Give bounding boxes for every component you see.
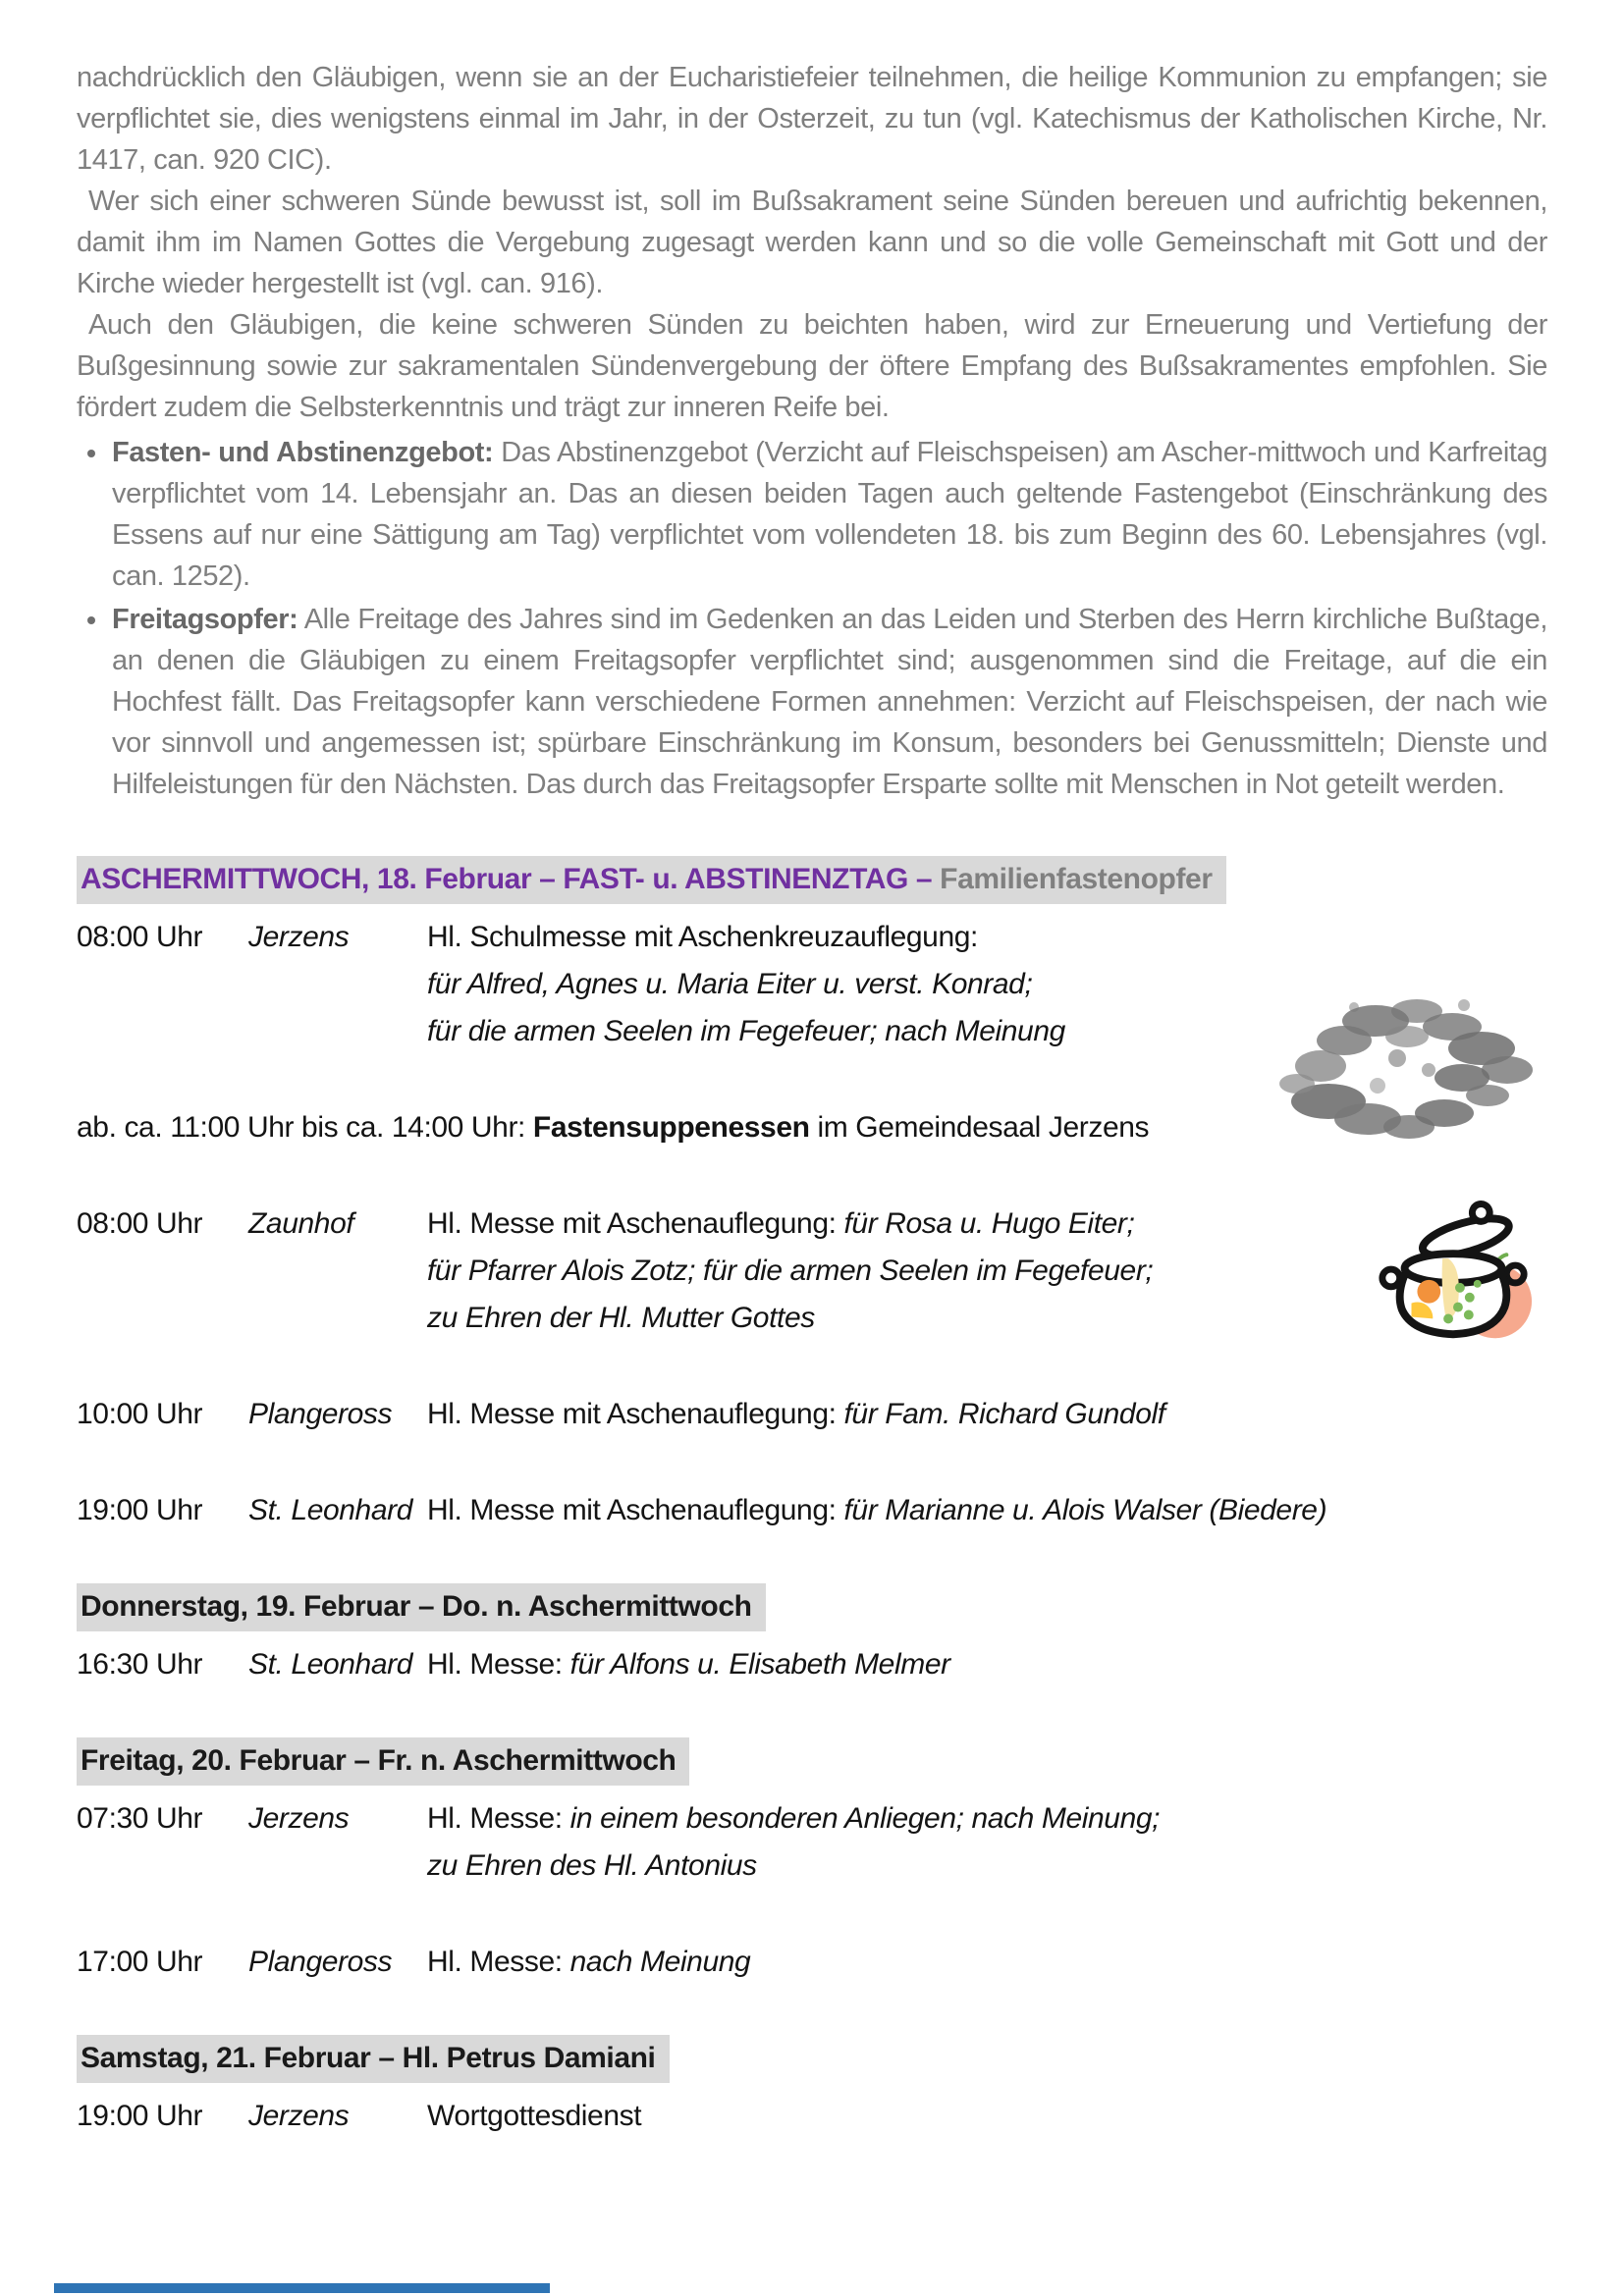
section-heading-suffix: Familienfastenopfer — [940, 863, 1213, 895]
intro-paragraph: nachdrücklich den Gläubigen, wenn sie an der Eucharistiefeier teilnehmen, die heilige Kommunion zu empfangen; sie verpflichtet sie, dies wenigstens einmal im Jahr, in der Osterzeit, zu tun (vgl. Katechismus der Katholischen Kirche, Nr. 1417, can. 920 CIC). — [77, 62, 1547, 176]
mass-row — [77, 1939, 1547, 1986]
mass-time: 07:30 Uhr — [77, 1802, 203, 1835]
mass-description — [427, 1939, 1547, 1986]
text-segment: Hl. Messe: — [427, 1802, 570, 1835]
section-heading — [77, 856, 1226, 904]
rule-text: Das Abstinenzgebot (Verzicht auf Fleischspeisen) am Ascher-mittwoch und Karfreitag verpflichtet vom 14. Lebensjahr an. Das an diesen beiden Tagen auch geltende Fastengebot (Einschränkung des Essens auf nur eine Sättigung am Tag) verpflichtet vom vollendeten 18. bis zum Beginn des 60. Lebensjahres (vgl. can. 1252). — [112, 437, 1547, 592]
text-segment: Hl. Messe: — [427, 1648, 570, 1681]
mass-time: 17:00 Uhr — [77, 1946, 203, 1978]
text-segment: nach Meinung — [569, 1946, 751, 1978]
text-segment: für Marianne u. Alois Walser (Biedere) — [843, 1494, 1327, 1526]
text-segment: ab. ca. 11:00 Uhr bis ca. 14:00 Uhr: — [77, 1111, 533, 1144]
intro-paragraph: Wer sich einer schweren Sünde bewusst ist, soll im Bußsakrament seine Sünden bereuen und aufrichtig bekennen, damit ihm im Namen Gottes die Vergebung zugesagt werden kann und so die volle Gemeinschaft mit Gott und der Kirche wieder hergestellt ist (vgl. can. 916). — [77, 186, 1547, 299]
fasting-rule-item — [110, 432, 1547, 597]
section-heading-main: ASCHERMITTWOCH, 18. Februar – FAST- u. ABSTINENZTAG – — [81, 863, 941, 895]
fasting-rules-list — [77, 432, 1547, 805]
section — [77, 856, 1547, 914]
text-segment: Hl. Messe mit Aschenauflegung: — [427, 1207, 844, 1240]
mass-place: Jerzens — [248, 921, 350, 953]
text-segment: für Alfons u. Elisabeth Melmer — [569, 1648, 950, 1681]
section — [77, 1583, 1547, 1641]
text-segment: zu Ehren des Hl. Antonius — [427, 1849, 757, 1882]
mass-description — [427, 2093, 1547, 2140]
mass-place: Jerzens — [248, 2100, 350, 2132]
mass-place: St. Leonhard — [248, 1648, 412, 1681]
section-heading-main: Donnerstag, 19. Februar – Do. n. Aschermittwoch — [81, 1590, 752, 1623]
mass-time: 10:00 Uhr — [77, 1398, 203, 1430]
text-segment: im Gemeindesaal Jerzens — [809, 1111, 1150, 1144]
clipped-next-section-bar — [54, 2283, 550, 2293]
text-segment: für Rosa u. Hugo Eiter; — [843, 1207, 1135, 1240]
mass-place: Plangeross — [248, 1398, 393, 1430]
section-heading-main: Freitag, 20. Februar – Fr. n. Aschermittwoch — [81, 1744, 677, 1777]
mass-description — [427, 1487, 1547, 1534]
rule-lead: Freitagsopfer: — [112, 604, 298, 635]
mass-time: 08:00 Uhr — [77, 921, 203, 953]
text-segment: zu Ehren der Hl. Mutter Gottes — [427, 1302, 815, 1334]
mass-description-line — [427, 2093, 1547, 2140]
text-segment: Fastensuppenessen — [532, 1111, 810, 1144]
text-segment: Hl. Messe mit Aschenauflegung: — [427, 1398, 844, 1430]
intro-paragraph: Auch den Gläubigen, die keine schweren Sünden zu beichten haben, wird zur Erneuerung und Vertiefung der Bußgesinnung sowie zur sakramentalen Sündenvergebung der öftere Empfang des Bußsakramentes empfohlen. Sie fördert zudem die Selbsterkenntnis und trägt zur inneren Reife bei. — [77, 309, 1547, 423]
mass-description — [427, 1795, 1547, 1890]
mass-time: 19:00 Uhr — [77, 1494, 203, 1526]
mass-time: 08:00 Uhr — [77, 1207, 203, 1240]
mass-description — [427, 1391, 1547, 1438]
text-segment: Hl. Messe mit Aschenauflegung: — [427, 1494, 844, 1526]
text-segment: Wortgottesdienst — [427, 2100, 642, 2132]
section-heading — [77, 2035, 670, 2083]
mass-description-line — [427, 914, 1547, 961]
mass-place: Jerzens — [248, 1802, 350, 1835]
mass-description-line — [427, 1391, 1547, 1438]
text-segment: in einem besonderen Anliegen; nach Meinung; — [569, 1802, 1161, 1835]
mass-description-line — [427, 1842, 1547, 1890]
mass-place: St. Leonhard — [248, 1494, 412, 1526]
ashes-image — [1260, 980, 1554, 1166]
mass-description-line — [427, 1939, 1547, 1986]
text-segment: für Alfred, Agnes u. Maria Eiter u. verst. Konrad; — [427, 968, 1033, 1000]
mass-description-line — [427, 1487, 1547, 1534]
mass-place: Plangeross — [248, 1946, 393, 1978]
rule-lead: Fasten- und Abstinenzgebot: — [112, 437, 494, 468]
mass-row — [77, 1201, 1547, 1342]
mass-description-line — [427, 1641, 1547, 1688]
mass-time: 19:00 Uhr — [77, 2100, 203, 2132]
mass-description — [427, 1641, 1547, 1688]
mass-row — [77, 1487, 1547, 1534]
fasting-rule-item — [110, 599, 1547, 805]
soup-pot-image — [1371, 1198, 1536, 1347]
mass-row — [77, 2093, 1547, 2140]
mass-row — [77, 1391, 1547, 1438]
mass-description-line — [427, 1795, 1547, 1842]
text-segment: Hl. Schulmesse mit Aschenkreuzauflegung: — [427, 921, 978, 953]
section-heading — [77, 1737, 689, 1786]
mass-row — [77, 1641, 1547, 1688]
section-heading-main: Samstag, 21. Februar – Hl. Petrus Damiani — [81, 2042, 656, 2074]
mass-row — [77, 1795, 1547, 1890]
rule-text: Alle Freitage des Jahres sind im Gedenken an das Leiden und Sterben des Herrn kirchliche Bußtage, an denen die Gläubigen zu einem Freitagsopfer verpflichtet sind; ausgenommen sind die Freitage, auf die ein Hochfest fällt. Das Freitagsopfer kann verschiedene Formen annehmen: Verzicht auf Fleischspeisen, der nach wie vor sinnvoll und angemessen ist; spürbare Einschränkung im Konsum, besonders bei Genussmitteln; Dienste und Hilfeleistungen für den Nächsten. Das durch das Freitagsopfer Ersparte sollte mit Menschen in Not geteilt werden. — [112, 604, 1547, 800]
text-segment: Hl. Messe: — [427, 1946, 570, 1978]
section-heading — [77, 1583, 766, 1631]
text-segment: für die armen Seelen im Fegefeuer; nach Meinung — [427, 1015, 1065, 1047]
section — [77, 2035, 1547, 2093]
text-segment: für Pfarrer Alois Zotz; für die armen Seelen im Fegefeuer; — [427, 1255, 1154, 1287]
section — [77, 1737, 1547, 1795]
text-segment: für Fam. Richard Gundolf — [843, 1398, 1165, 1430]
mass-time: 16:30 Uhr — [77, 1648, 203, 1681]
mass-place: Zaunhof — [248, 1207, 354, 1240]
